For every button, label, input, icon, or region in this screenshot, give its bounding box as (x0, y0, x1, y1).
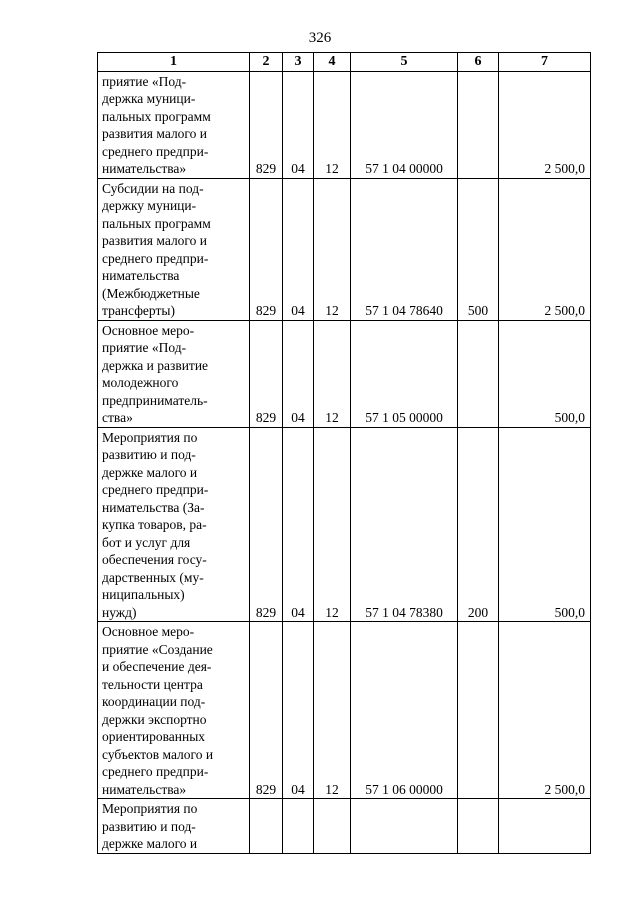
cell-col2: 829 (250, 71, 283, 178)
cell-col7 (499, 799, 591, 854)
cell-col3: 04 (283, 320, 314, 427)
cell-col3: 04 (283, 178, 314, 320)
column-header: 5 (351, 53, 458, 72)
table-header-row (98, 53, 591, 72)
cell-col2: 829 (250, 622, 283, 799)
cell-col6 (458, 622, 499, 799)
row-description: Субсидии на под- держку муници- пальных программ развития малого и среднего предпри- нимательства (Межбюджетные трансферты) (98, 178, 250, 320)
cell-col5: 57 1 05 00000 (351, 320, 458, 427)
table-row (98, 71, 591, 178)
cell-col7: 500,0 (499, 427, 591, 622)
column-header: 6 (458, 53, 499, 72)
cell-col7: 500,0 (499, 320, 591, 427)
table-row (98, 622, 591, 799)
cell-col4 (314, 799, 351, 854)
table-row (98, 799, 591, 854)
cell-col5: 57 1 04 00000 (351, 71, 458, 178)
cell-col4: 12 (314, 178, 351, 320)
cell-col4: 12 (314, 622, 351, 799)
cell-col3 (283, 799, 314, 854)
cell-col5: 57 1 04 78640 (351, 178, 458, 320)
row-description: приятие «Под- держка муници- пальных программ развития малого и среднего предпри- нимательства» (98, 71, 250, 178)
cell-col7: 2 500,0 (499, 178, 591, 320)
cell-col2: 829 (250, 320, 283, 427)
row-description: Мероприятия по развитию и под- держке малого и (98, 799, 250, 854)
cell-col6 (458, 71, 499, 178)
cell-col2: 829 (250, 178, 283, 320)
cell-col6: 500 (458, 178, 499, 320)
cell-col7: 2 500,0 (499, 71, 591, 178)
row-description: Основное меро- приятие «Под- держка и развитие молодежного предприниматель- ства» (98, 320, 250, 427)
cell-col4: 12 (314, 71, 351, 178)
table-row (98, 427, 591, 622)
cell-col5: 57 1 06 00000 (351, 622, 458, 799)
cell-col5: 57 1 04 78380 (351, 427, 458, 622)
cell-col4: 12 (314, 320, 351, 427)
cell-col5 (351, 799, 458, 854)
cell-col7: 2 500,0 (499, 622, 591, 799)
budget-table (97, 52, 591, 854)
column-header: 3 (283, 53, 314, 72)
cell-col4: 12 (314, 427, 351, 622)
column-header: 1 (98, 53, 250, 72)
cell-col3: 04 (283, 71, 314, 178)
cell-col6: 200 (458, 427, 499, 622)
row-description: Мероприятия по развитию и под- держке малого и среднего предпри- нимательства (За- купка товаров, ра- бот и услуг для обеспечения госу- дарственных (му- ниципальных) нужд) (98, 427, 250, 622)
cell-col6 (458, 799, 499, 854)
column-header: 2 (250, 53, 283, 72)
cell-col3: 04 (283, 427, 314, 622)
table-row (98, 320, 591, 427)
table-row (98, 178, 591, 320)
page-number: 326 (308, 30, 332, 46)
column-header: 7 (499, 53, 591, 72)
cell-col6 (458, 320, 499, 427)
cell-col2 (250, 799, 283, 854)
column-header: 4 (314, 53, 351, 72)
row-description: Основное меро- приятие «Создание и обеспечение дея- тельности центра координации под- держки экспортно ориентированных субъектов малого и среднего предпри- нимательства» (98, 622, 250, 799)
cell-col3: 04 (283, 622, 314, 799)
cell-col2: 829 (250, 427, 283, 622)
